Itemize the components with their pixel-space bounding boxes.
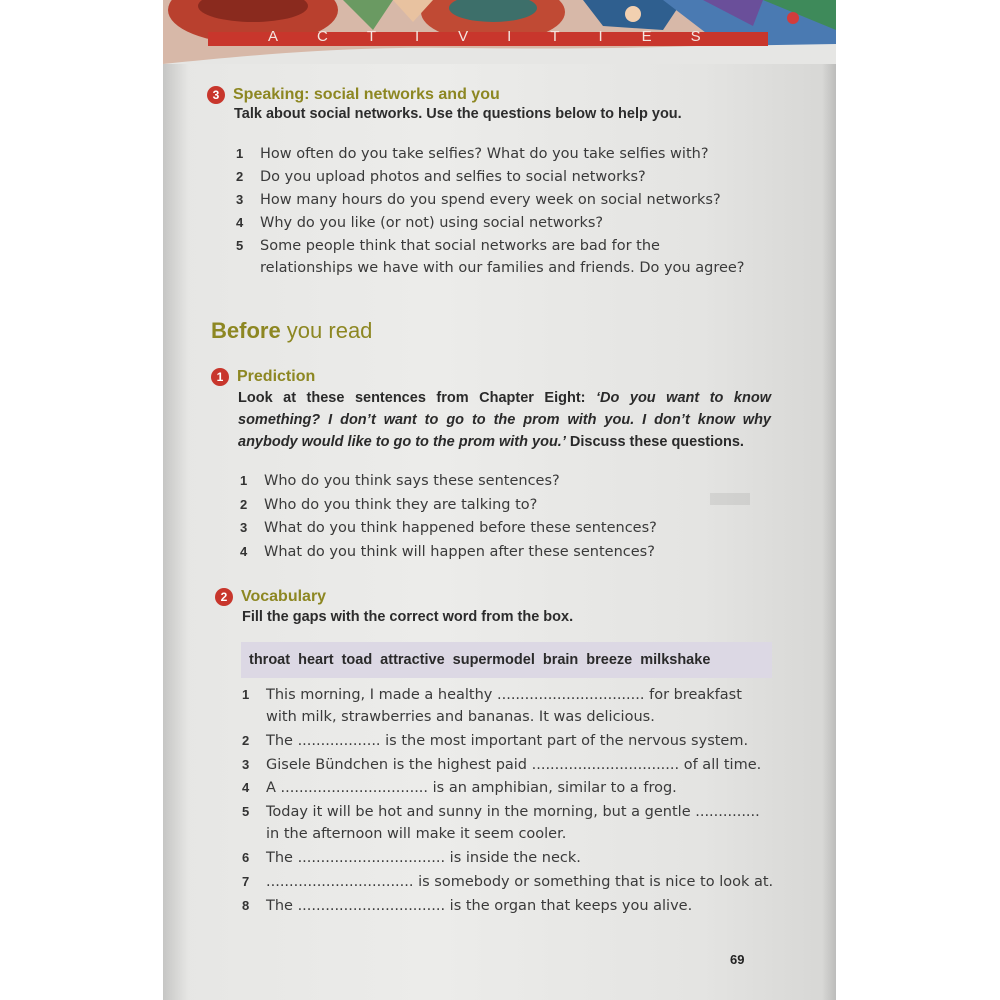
list-item [242, 874, 782, 898]
item-text: Do you upload photos and selfies to social networks? [260, 169, 646, 185]
activities-banner [163, 0, 836, 64]
item-number: 4 [236, 215, 244, 230]
word-box [241, 642, 772, 678]
item-text-continued: with milk, strawberries and bananas. It was delicious. [266, 709, 655, 725]
word-box-item: heart [298, 652, 334, 668]
prediction-questions [240, 473, 780, 567]
list-item [242, 804, 782, 850]
item-number: 3 [240, 520, 248, 535]
vocabulary-instruction: Fill the gaps with the correct word from the box. [242, 609, 574, 625]
list-item [240, 520, 780, 544]
item-number: 1 [242, 687, 250, 702]
item-text: Who do you think says these sentences? [264, 473, 560, 489]
item-number: 3 [242, 756, 250, 772]
item-text: The .................. is the most important part of the nervous system. [266, 733, 749, 749]
list-item [240, 544, 780, 568]
banner-label: ACTIVITIES [268, 28, 740, 45]
list-item [242, 733, 782, 757]
show-through-text: ▬ [710, 470, 750, 514]
word-box-item: attractive [380, 652, 445, 668]
word-box-item: brain [542, 652, 579, 668]
item-text: Some people think that social networks are bad for the [260, 238, 660, 254]
item-text: Today it will be hot and sunny in the morning, but a gentle .............. [266, 803, 760, 820]
item-text: The ................................ is inside the neck. [266, 849, 581, 866]
list-item [240, 497, 780, 521]
item-number: 5 [242, 803, 250, 819]
word-box-item: toad [341, 652, 373, 668]
list-item [240, 473, 780, 497]
item-number: 4 [240, 543, 248, 559]
item-text-continued: relationships we have with our families and friends. Do you agree? [260, 260, 745, 276]
you-read-words: you read [280, 318, 373, 343]
page-number: 69 [730, 952, 745, 967]
list-item [236, 146, 796, 169]
list-item [236, 192, 796, 215]
item-text: Why do you like (or not) using social networks? [260, 215, 604, 231]
list-item [242, 757, 782, 781]
item-text: ................................ is somebody or something that is nice to look at. [266, 873, 774, 890]
prediction-title: Prediction [237, 368, 316, 385]
prediction-paragraph [238, 387, 771, 453]
prediction-quote: ‘Do you want to know something? I don’t want to go to the prom with you. I don’t know why anybody would like to go to the prom with you.’ [238, 390, 771, 450]
list-item [242, 780, 782, 804]
item-text: A ................................ is an amphibian, similar to a frog. [266, 780, 677, 796]
list-item [242, 687, 782, 733]
list-item [236, 238, 796, 282]
word-box-item: milkshake [640, 652, 711, 668]
gutter-shadow [163, 0, 189, 1000]
item-number: 1 [240, 473, 248, 488]
item-text: What do you think happened before these sentences? [264, 520, 657, 536]
vocabulary-items [242, 687, 782, 922]
speaking-title: Speaking: social networks and you [233, 86, 500, 103]
item-text-continued: in the afternoon will make it seem cooler. [266, 825, 567, 842]
prediction-heading [211, 368, 315, 386]
item-text: What do you think will happen after these sentences? [264, 543, 655, 560]
item-number: 3 [236, 192, 244, 207]
vocabulary-title: Vocabulary [241, 588, 327, 605]
word-box-item: throat [249, 652, 291, 668]
word-box-item: breeze [586, 652, 633, 668]
page-edge-shadow [822, 0, 836, 1000]
word-box-item: supermodel [452, 652, 535, 668]
prediction-intro: Look at these sentences from Chapter Eight: [238, 390, 597, 406]
prediction-outro: Discuss these questions. [565, 434, 744, 450]
item-text: How often do you take selfies? What do you take selfies with? [260, 146, 709, 162]
item-number: 1 [236, 146, 244, 161]
item-number: 2 [242, 733, 250, 748]
item-text: This morning, I made a healthy ................................ for breakfast [266, 687, 742, 703]
item-number: 5 [236, 238, 244, 253]
item-text: The ................................ is the organ that keeps you alive. [266, 897, 693, 914]
item-number: 4 [242, 780, 250, 795]
item-number: 7 [242, 873, 250, 889]
item-number: 2 [240, 496, 248, 512]
list-item [236, 169, 796, 192]
list-item [242, 850, 782, 874]
item-text: Who do you think they are talking to? [264, 496, 538, 513]
item-number: 2 [236, 169, 244, 184]
speaking-heading [207, 86, 500, 104]
list-item [236, 215, 796, 238]
speaking-instruction: Talk about social networks. Use the questions below to help you. [234, 106, 682, 122]
section-number-badge: 3 [207, 86, 225, 104]
before-word: Before [211, 318, 281, 343]
item-text: How many hours do you spend every week on social networks? [260, 192, 721, 208]
section-number-badge: 1 [211, 368, 229, 386]
item-text: Gisele Bündchen is the highest paid ................................ of all time. [266, 756, 762, 773]
item-number: 6 [242, 849, 250, 865]
before-you-read-heading [211, 318, 372, 344]
speaking-questions [236, 146, 796, 282]
list-item [242, 898, 782, 922]
vocabulary-heading [215, 588, 326, 606]
section-number-badge: 2 [215, 588, 233, 606]
item-number: 8 [242, 897, 250, 913]
